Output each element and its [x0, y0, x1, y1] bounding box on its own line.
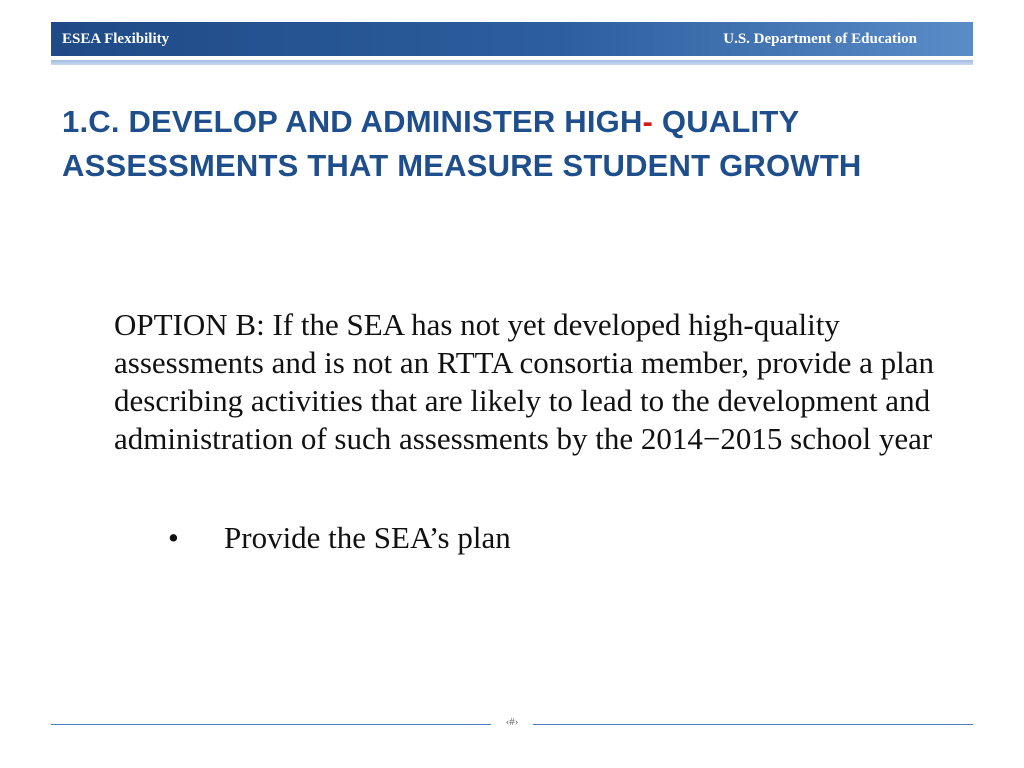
footer-divider-left: [51, 724, 491, 725]
header-left-label: ESEA Flexibility: [62, 31, 170, 47]
header-stripe: [51, 60, 973, 65]
option-b-paragraph: OPTION B: If the SEA has not yet developed high-quality assessments and is not an RTTA consortia member, provide a plan describing activities that are likely to lead to the development and administration of such assessments by the 2014−2015 school year: [114, 307, 935, 456]
header-bar: [51, 22, 973, 56]
bullet-item: [168, 518, 511, 558]
footer-divider-right: [533, 724, 973, 725]
title-part-2: QUALITY ASSESSMENTS THAT MEASURE STUDENT GROWTH: [62, 104, 862, 183]
title-dash: -: [642, 104, 654, 139]
bullet-text: Provide the SEA’s plan: [224, 520, 511, 555]
slide-title: [62, 100, 922, 188]
page-number: ‹#›: [505, 716, 519, 728]
bullet-icon: •: [168, 520, 179, 555]
header-right-label: U.S. Department of Education: [723, 31, 917, 47]
title-part-1: 1.C. DEVELOP AND ADMINISTER HIGH: [62, 104, 643, 139]
